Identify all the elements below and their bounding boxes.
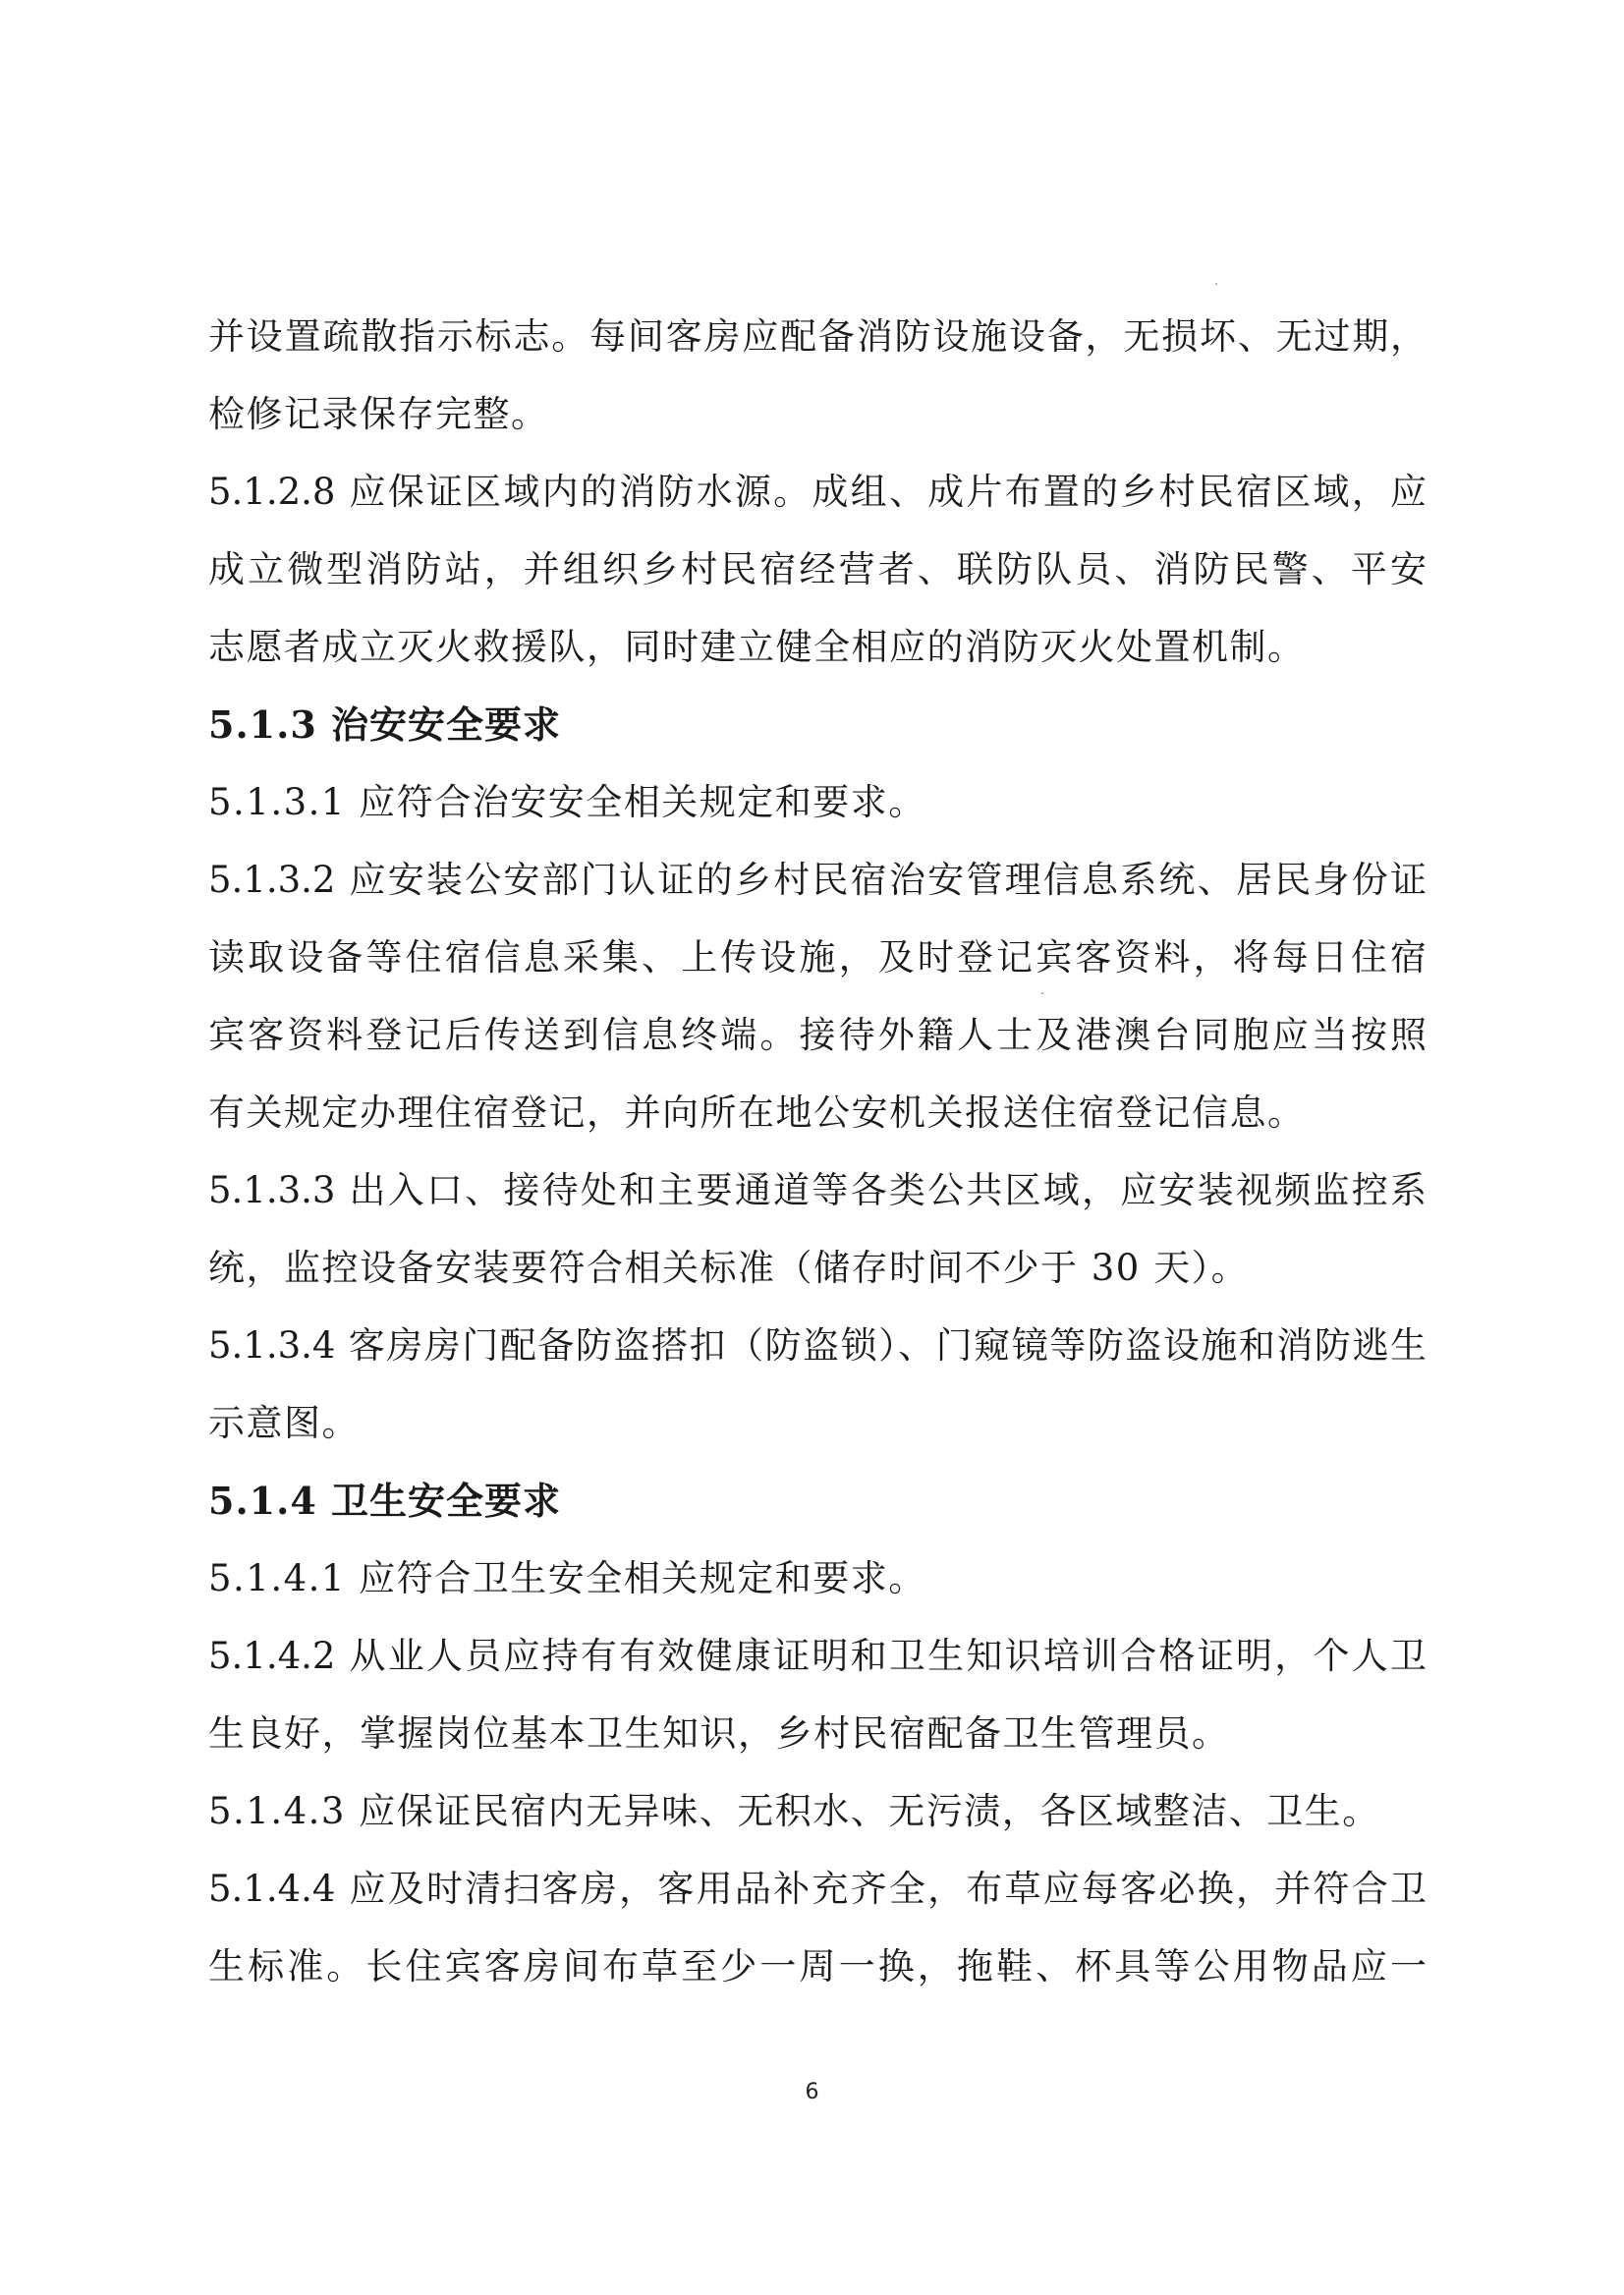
text-line: 5.1.4.3 应保证民宿内无异味、无积水、无污渍，各区域整洁、卫生。 bbox=[208, 1790, 1380, 1832]
text-line: 成立微型消防站，并组织乡村民宿经营者、联防队员、消防民警、平安 bbox=[208, 548, 1427, 590]
text-line: 志愿者成立灭火救援队，同时建立健全相应的消防灭火处置机制。 bbox=[208, 626, 1306, 668]
text-line: 生标准。长住宾客房间布草至少一周一换，拖鞋、杯具等公用物品应一 bbox=[208, 1945, 1427, 1987]
text-line: 5.1.4.1 应符合卫生安全相关规定和要求。 bbox=[208, 1557, 926, 1599]
text-line: 示意图。 bbox=[208, 1402, 360, 1444]
text-line: 读取设备等住宿信息采集、上传设施，及时登记宾客资料，将每日住宿 bbox=[208, 936, 1427, 979]
section-heading: 5.1.3 治安安全要求 bbox=[208, 702, 562, 747]
page-number: 6 bbox=[805, 2080, 819, 2104]
text-line: 5.1.4.2 从业人员应持有有效健康证明和卫生知识培训合格证明，个人卫 bbox=[208, 1635, 1427, 1677]
section-heading: 5.1.4 卫生安全要求 bbox=[208, 1479, 562, 1523]
text-line: 5.1.3.2 应安装公安部门认证的乡村民宿治安管理信息系统、居民身份证 bbox=[208, 859, 1427, 901]
text-line: 宾客资料登记后传送到信息终端。接待外籍人士及港澳台同胞应当按照 bbox=[208, 1014, 1427, 1056]
text-line: 统，监控设备安装要符合相关标准（储存时间不少于 30 天）。 bbox=[208, 1247, 1250, 1289]
text-line: 5.1.3.3 出入口、接待处和主要通道等各类公共区域，应安装视频监控系 bbox=[208, 1169, 1427, 1211]
text-line: 检修记录保存完整。 bbox=[208, 393, 549, 435]
text-line: 5.1.3.1 应符合治安安全相关规定和要求。 bbox=[208, 781, 926, 823]
text-line: 5.1.3.4 客房房门配备防盗搭扣（防盗锁）、门窥镜等防盗设施和消防逃生 bbox=[208, 1324, 1427, 1367]
text-line: 有关规定办理住宿登记，并向所在地公安机关报送住宿登记信息。 bbox=[208, 1092, 1306, 1134]
scan-speck bbox=[1215, 283, 1217, 285]
text-line: 5.1.2.8 应保证区域内的消防水源。成组、成片布置的乡村民宿区域，应 bbox=[208, 471, 1427, 513]
text-line: 生良好，掌握岗位基本卫生知识，乡村民宿配备卫生管理员。 bbox=[208, 1712, 1230, 1755]
text-line: 并设置疏散指示标志。每间客房应配备消防设施设备，无损坏、无过期， bbox=[208, 315, 1427, 358]
text-line: 5.1.4.4 应及时清扫客房，客用品补充齐全，布草应每客必换，并符合卫 bbox=[208, 1868, 1427, 1910]
scan-speck bbox=[1041, 992, 1043, 994]
